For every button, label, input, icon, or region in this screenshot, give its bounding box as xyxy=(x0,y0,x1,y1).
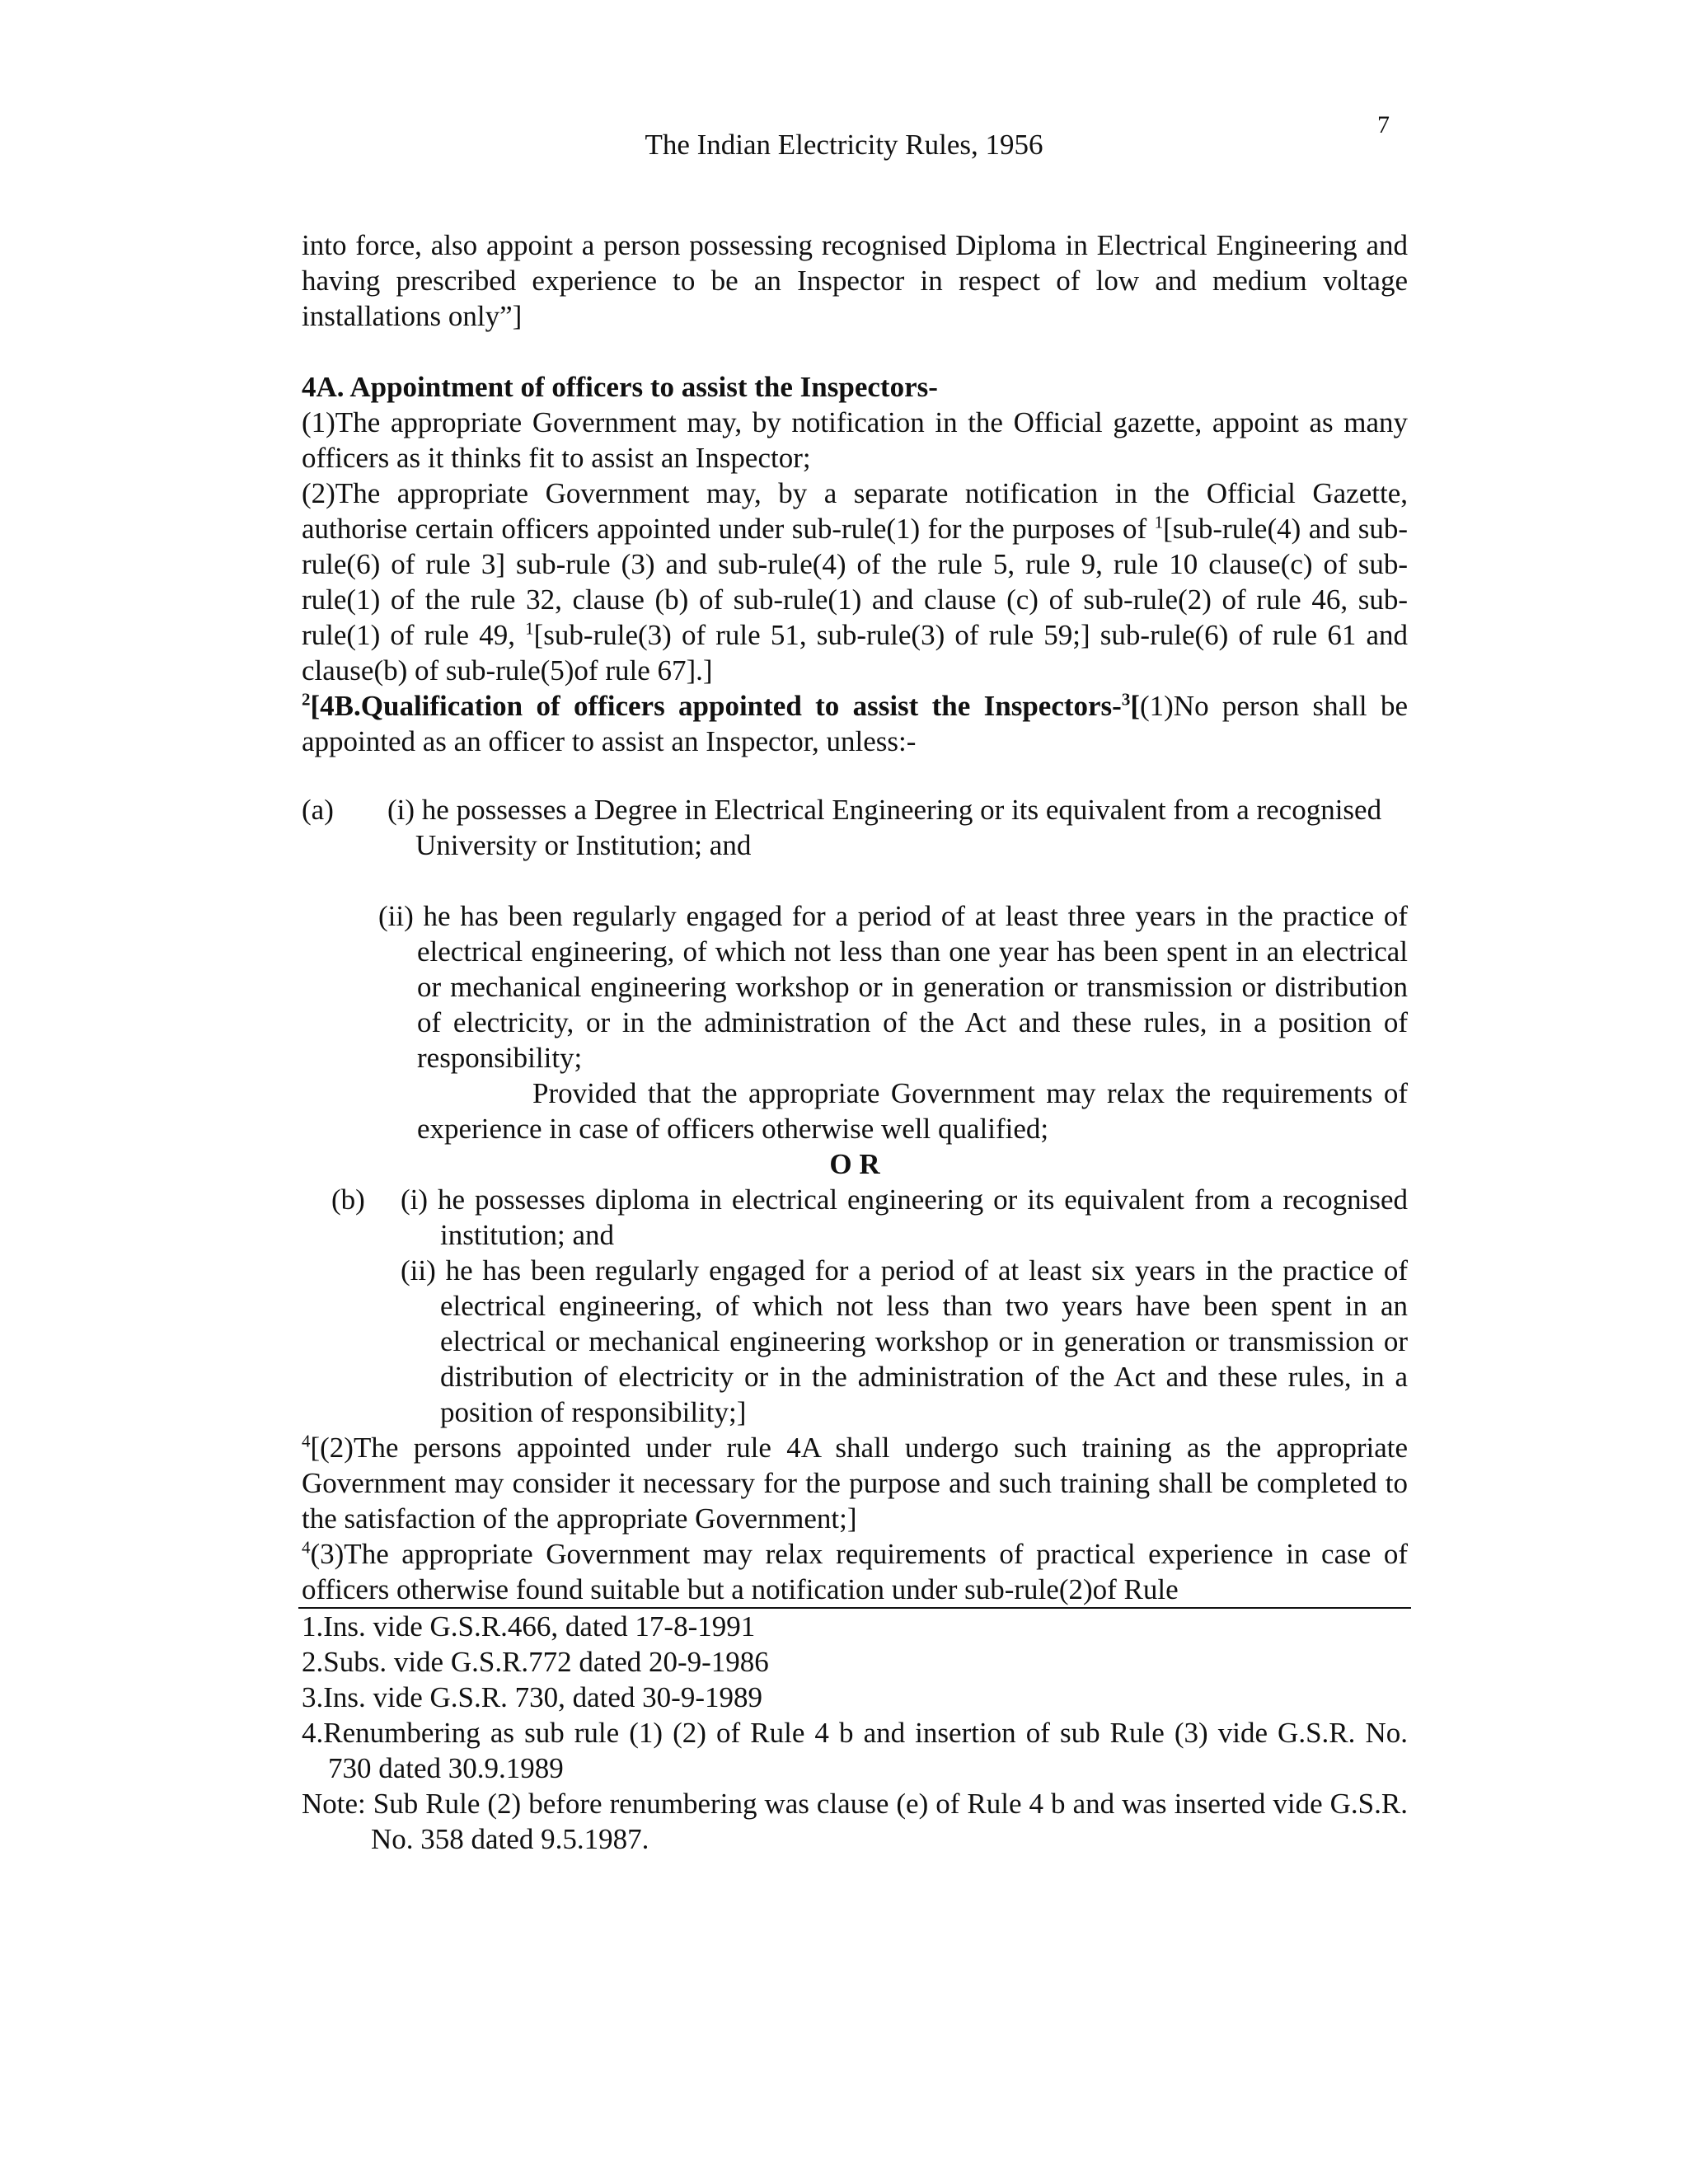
clause-b-i xyxy=(302,1182,1408,1253)
footnote-ref: 2 xyxy=(302,689,311,710)
page-body xyxy=(302,227,1408,1857)
footnote-ref: 4 xyxy=(302,1537,311,1558)
rule-4b-clause-3 xyxy=(302,1536,1408,1607)
intro-paragraph: into force, also appoint a person possessing recognised Diploma in Electrical Engineering and having prescribed experience to be an Inspector in respect of low and medium voltage installations only”] xyxy=(302,229,1408,332)
footnote-ref: 4 xyxy=(302,1431,311,1451)
rule-4a-heading: 4A. Appointment of officers to assist the Inspectors- xyxy=(302,371,938,403)
clause-a-ii: (ii) he has been regularly engaged for a period of at least three years in the practice of electrical engineering, of which not less than one year has been spent in an electrical or mechanical engineering workshop or in generation or transmission or distribution of electricity, or in the administration of the Act and these rules, in a position of responsibility; xyxy=(378,900,1408,1074)
clause-b-ii: (ii) he has been regularly engaged for a period of at least six years in the practice of electrical engineering, of which not less than two years have been spent in an electrical or mechanical engineering workshop or in generation or transmission or distribution of electricity or in the administration of the Act and these rules, in a position of responsibility;] xyxy=(401,1254,1408,1428)
clause-b-i-text: (i) he possesses diploma in electrical engineering or its equivalent from a recognised institution; and xyxy=(401,1183,1408,1251)
clause-a-label: (a) xyxy=(302,794,334,826)
rule-4b-lead-text: (1)No person shall be appointed as an officer to assist an Inspector, unless:- xyxy=(302,690,1408,757)
clause-b-label: (b) xyxy=(331,1183,365,1216)
rule-4a-clause-2-text-1: (2)The appropriate Government may, by a separate notification in the Official Gazette, authorise certain officers appointed under sub-rule(1) for the purposes of xyxy=(302,477,1408,545)
proviso: Provided that the appropriate Government may relax the requirements of experience in case of officers otherwise well qualified; xyxy=(417,1077,1408,1145)
rule-4b-bracket: [ xyxy=(1130,690,1140,722)
rule-4b-clause-2-text: [(2)The persons appointed under rule 4A shall undergo such training as the appropriate Government may consider it necessary for the purpose and such training shall be completed to the satisfaction of the appropriate Government;] xyxy=(302,1432,1408,1535)
footnote-4: 4.Renumbering as sub rule (1) (2) of Rule 4 b and insertion of sub Rule (3) vide G.S.R. No. 730 dated 30.9.1989 xyxy=(302,1717,1408,1784)
footnote-1: 1.Ins. vide G.S.R.466, dated 17-8-1991 xyxy=(302,1610,756,1643)
footnote-3: 3.Ins. vide G.S.R. 730, dated 30-9-1989 xyxy=(302,1681,762,1713)
rule-4b-clause-3-text: (3)The appropriate Government may relax requirements of practical experience in case of officers otherwise found suitable but a notification under sub-rule(2)of Rule xyxy=(302,1538,1408,1605)
footnote-2: 2.Subs. vide G.S.R.772 dated 20-9-1986 xyxy=(302,1646,769,1678)
rule-4b-clause-2 xyxy=(302,1430,1408,1536)
rule-4a-clause-2 xyxy=(302,476,1408,688)
footnote-ref: 3 xyxy=(1121,689,1131,710)
clause-a-i-text: (i) he possesses a Degree in Electrical Engineering or its equivalent from a recognised University or Institution; and xyxy=(387,794,1382,861)
running-title: The Indian Electricity Rules, 1956 xyxy=(645,129,1043,161)
rule-4a-clause-2-text-3: [sub-rule(3) of rule 51, sub-rule(3) of rule 59;] sub-rule(6) of rule 61 and clause(b) of sub-rule(5)of rule 67].] xyxy=(302,619,1409,687)
footnote-note: Note: Sub Rule (2) before renumbering was clause (e) of Rule 4 b and was inserted vide G.S.R. No. 358 dated 9.5.1987. xyxy=(302,1788,1408,1855)
rule-4b-lead xyxy=(302,688,1408,759)
rule-4a-clause-2-text-2: [sub-rule(4) and sub-rule(6) of rule 3] sub-rule (3) and sub-rule(4) of the rule 5, rule 9, rule 10 clause(c) of sub-rule(1) of the rule 32, clause (b) of sub-rule(1) and clause (c) of sub-rule(2) of rule 46, sub-rule(1) of rule 49, xyxy=(302,513,1408,651)
footnote-ref: 1 xyxy=(525,618,534,639)
footnote-ref: 1 xyxy=(1154,512,1164,532)
clause-a-i xyxy=(302,792,1408,863)
footnotes xyxy=(302,1609,1408,1857)
page-number: 7 xyxy=(1377,111,1390,138)
or-divider: O R xyxy=(829,1148,880,1180)
rule-4b-heading: [4B.Qualification of officers appointed to assist the Inspectors- xyxy=(310,690,1122,722)
rule-4a-clause-1: (1)The appropriate Government may, by notification in the Official gazette, appoint as many officers as it thinks fit to assist an Inspector; xyxy=(302,406,1408,474)
